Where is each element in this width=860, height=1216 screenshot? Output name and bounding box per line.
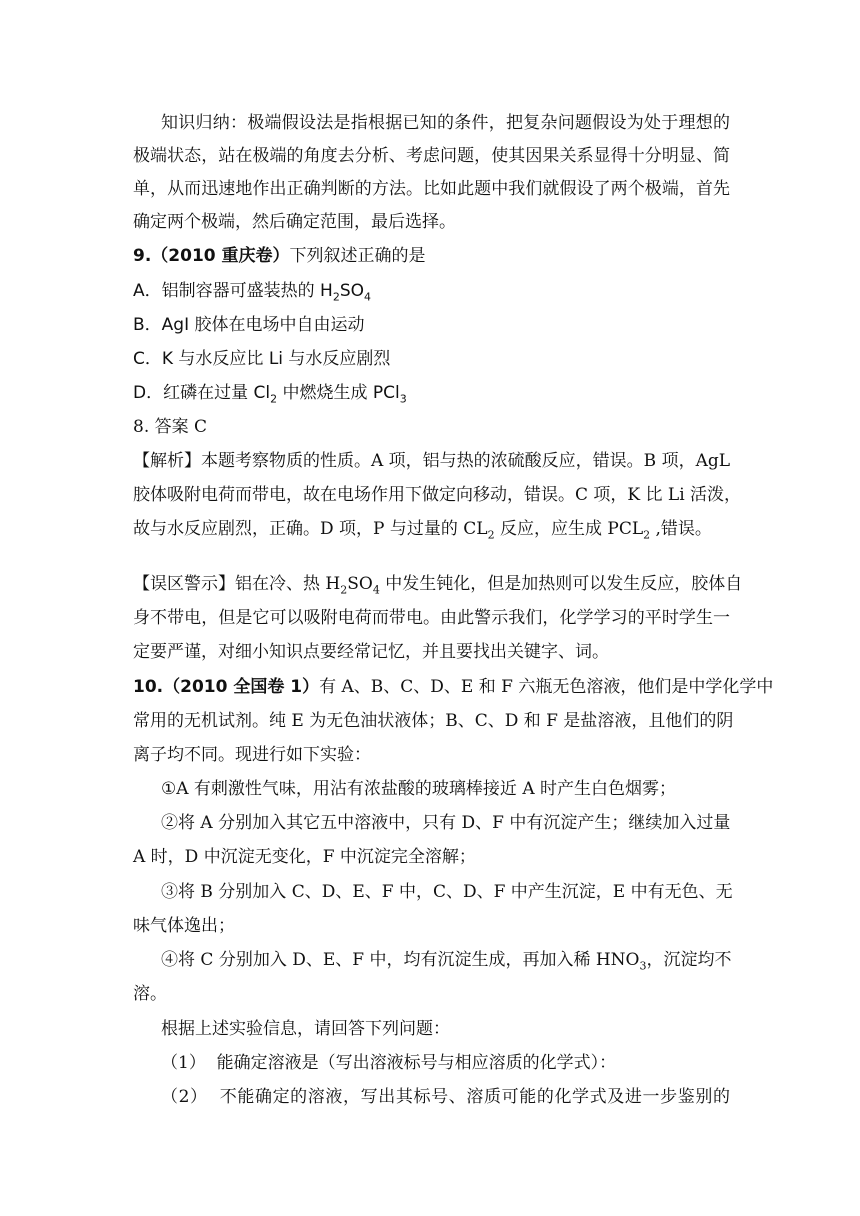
sub-question-2 bbox=[161, 1086, 730, 1108]
question-9-option-c: C．K 与水反应比 Li 与水反应剧烈 bbox=[133, 349, 391, 369]
question-10-stem: 有 A、B、C、D、E 和 F 六瓶无色溶液，他们是中学化学中 bbox=[319, 677, 774, 697]
summary-line-1: 知识归纳：极端假设法是指根据已知的条件，把复杂问题假设为处于理想的 bbox=[161, 113, 730, 133]
summary-line-3: 单，从而迅速地作出正确判断的方法。比如此题中我们就假设了两个极端，首先 bbox=[133, 179, 730, 199]
sub-question-2-number: （2） bbox=[161, 1087, 208, 1107]
question-9-label: 9.（2010 重庆卷） bbox=[133, 246, 290, 266]
sub-question-1 bbox=[161, 1052, 616, 1074]
question-9-option-d: D．红磷在过量 $Cl_2$ 中燃烧生成 PCl$_3$ bbox=[133, 383, 407, 406]
question-9-option-a: A．铝制容器可盛装热的 $H_2SO_4$ bbox=[133, 281, 371, 304]
experiment-3-line-1: ③将 B 分别加入 C、D、E、F 中，C、D、F 中产生沉淀，E 中有无色、无 bbox=[161, 882, 733, 902]
experiment-4-line-1: ④将 C 分别加入 D、E、F 中，均有沉淀生成，再加入稀 $HNO_3$，沉淀均不 bbox=[161, 950, 732, 973]
question-9-heading bbox=[133, 245, 426, 267]
summary-line-2: 极端状态，站在极端的角度去分析、考虑问题，使其因果关系显得十分明显、简 bbox=[133, 146, 730, 166]
question-9-analysis-line-2: 胶体吸附电荷而带电，故在电场作用下做定向移动，错误。C 项，K 比 Li 活泼， bbox=[133, 485, 742, 505]
sub-question-2-text: 不能确定的溶液，写出其标号、溶质可能的化学式及进一步鉴别的 bbox=[219, 1087, 730, 1107]
question-9-warning-line-1: 【误区警示】铝在冷、热 $H_2SO_4$ 中发生钝化，但是加热则可以发生反应，胶体自 bbox=[133, 574, 743, 597]
question-9-stem: 下列叙述正确的是 bbox=[289, 246, 426, 266]
question-9-answer: 8. 答案 C bbox=[133, 417, 208, 437]
question-10-stem-line-3: 离子均不同。现进行如下实验： bbox=[133, 745, 371, 765]
question-9-warning-line-3: 定要严谨，对细小知识点要经常记忆，并且要找出关键字、词。 bbox=[133, 642, 609, 662]
question-10-stem-line-2: 常用的无机试剂。纯 E 为无色油状液体；B、C、D 和 F 是盐溶液，且他们的阴 bbox=[133, 711, 734, 731]
sub-question-1-number: （1） bbox=[161, 1053, 206, 1073]
experiment-4-line-2: 溶。 bbox=[133, 984, 167, 1004]
question-9-warning-line-2: 身不带电，但是它可以吸附电荷而带电。由此警示我们，化学学习的平时学生一 bbox=[133, 608, 730, 628]
experiment-1: ①A 有刺激性气味，用沾有浓盐酸的玻璃棒接近 A 时产生白色烟雾； bbox=[161, 779, 677, 799]
experiment-2-line-2: A 时，D 中沉淀无变化，F 中沉淀完全溶解； bbox=[133, 847, 476, 867]
question-10-prompt: 根据上述实验信息，请回答下列问题： bbox=[161, 1019, 450, 1039]
summary-line-4: 确定两个极端，然后确定范围，最后选择。 bbox=[133, 212, 456, 232]
question-10-label: 10.（2010 全国卷 1） bbox=[133, 677, 320, 697]
question-9-option-b: B．AgI 胶体在电场中自由运动 bbox=[133, 315, 365, 335]
sub-question-1-text: 能确定溶液是（写出溶液标号与相应溶质的化学式）： bbox=[216, 1053, 617, 1073]
question-10-heading bbox=[133, 676, 774, 698]
experiment-2-line-1: ②将 A 分别加入其它五中溶液中，只有 D、F 中有沉淀产生；继续加入过量 bbox=[161, 813, 731, 833]
question-9-analysis-line-1: 【解析】本题考察物质的性质。A 项，铝与热的浓硫酸反应，错误。B 项，AgL bbox=[133, 451, 731, 471]
experiment-3-line-2: 味气体逸出； bbox=[133, 916, 235, 936]
question-9-analysis-line-3: 故与水反应剧烈，正确。D 项，P 与过量的 $CL_2$ 反应，应生成 $PCL_2$ ,错误。 bbox=[133, 519, 712, 542]
